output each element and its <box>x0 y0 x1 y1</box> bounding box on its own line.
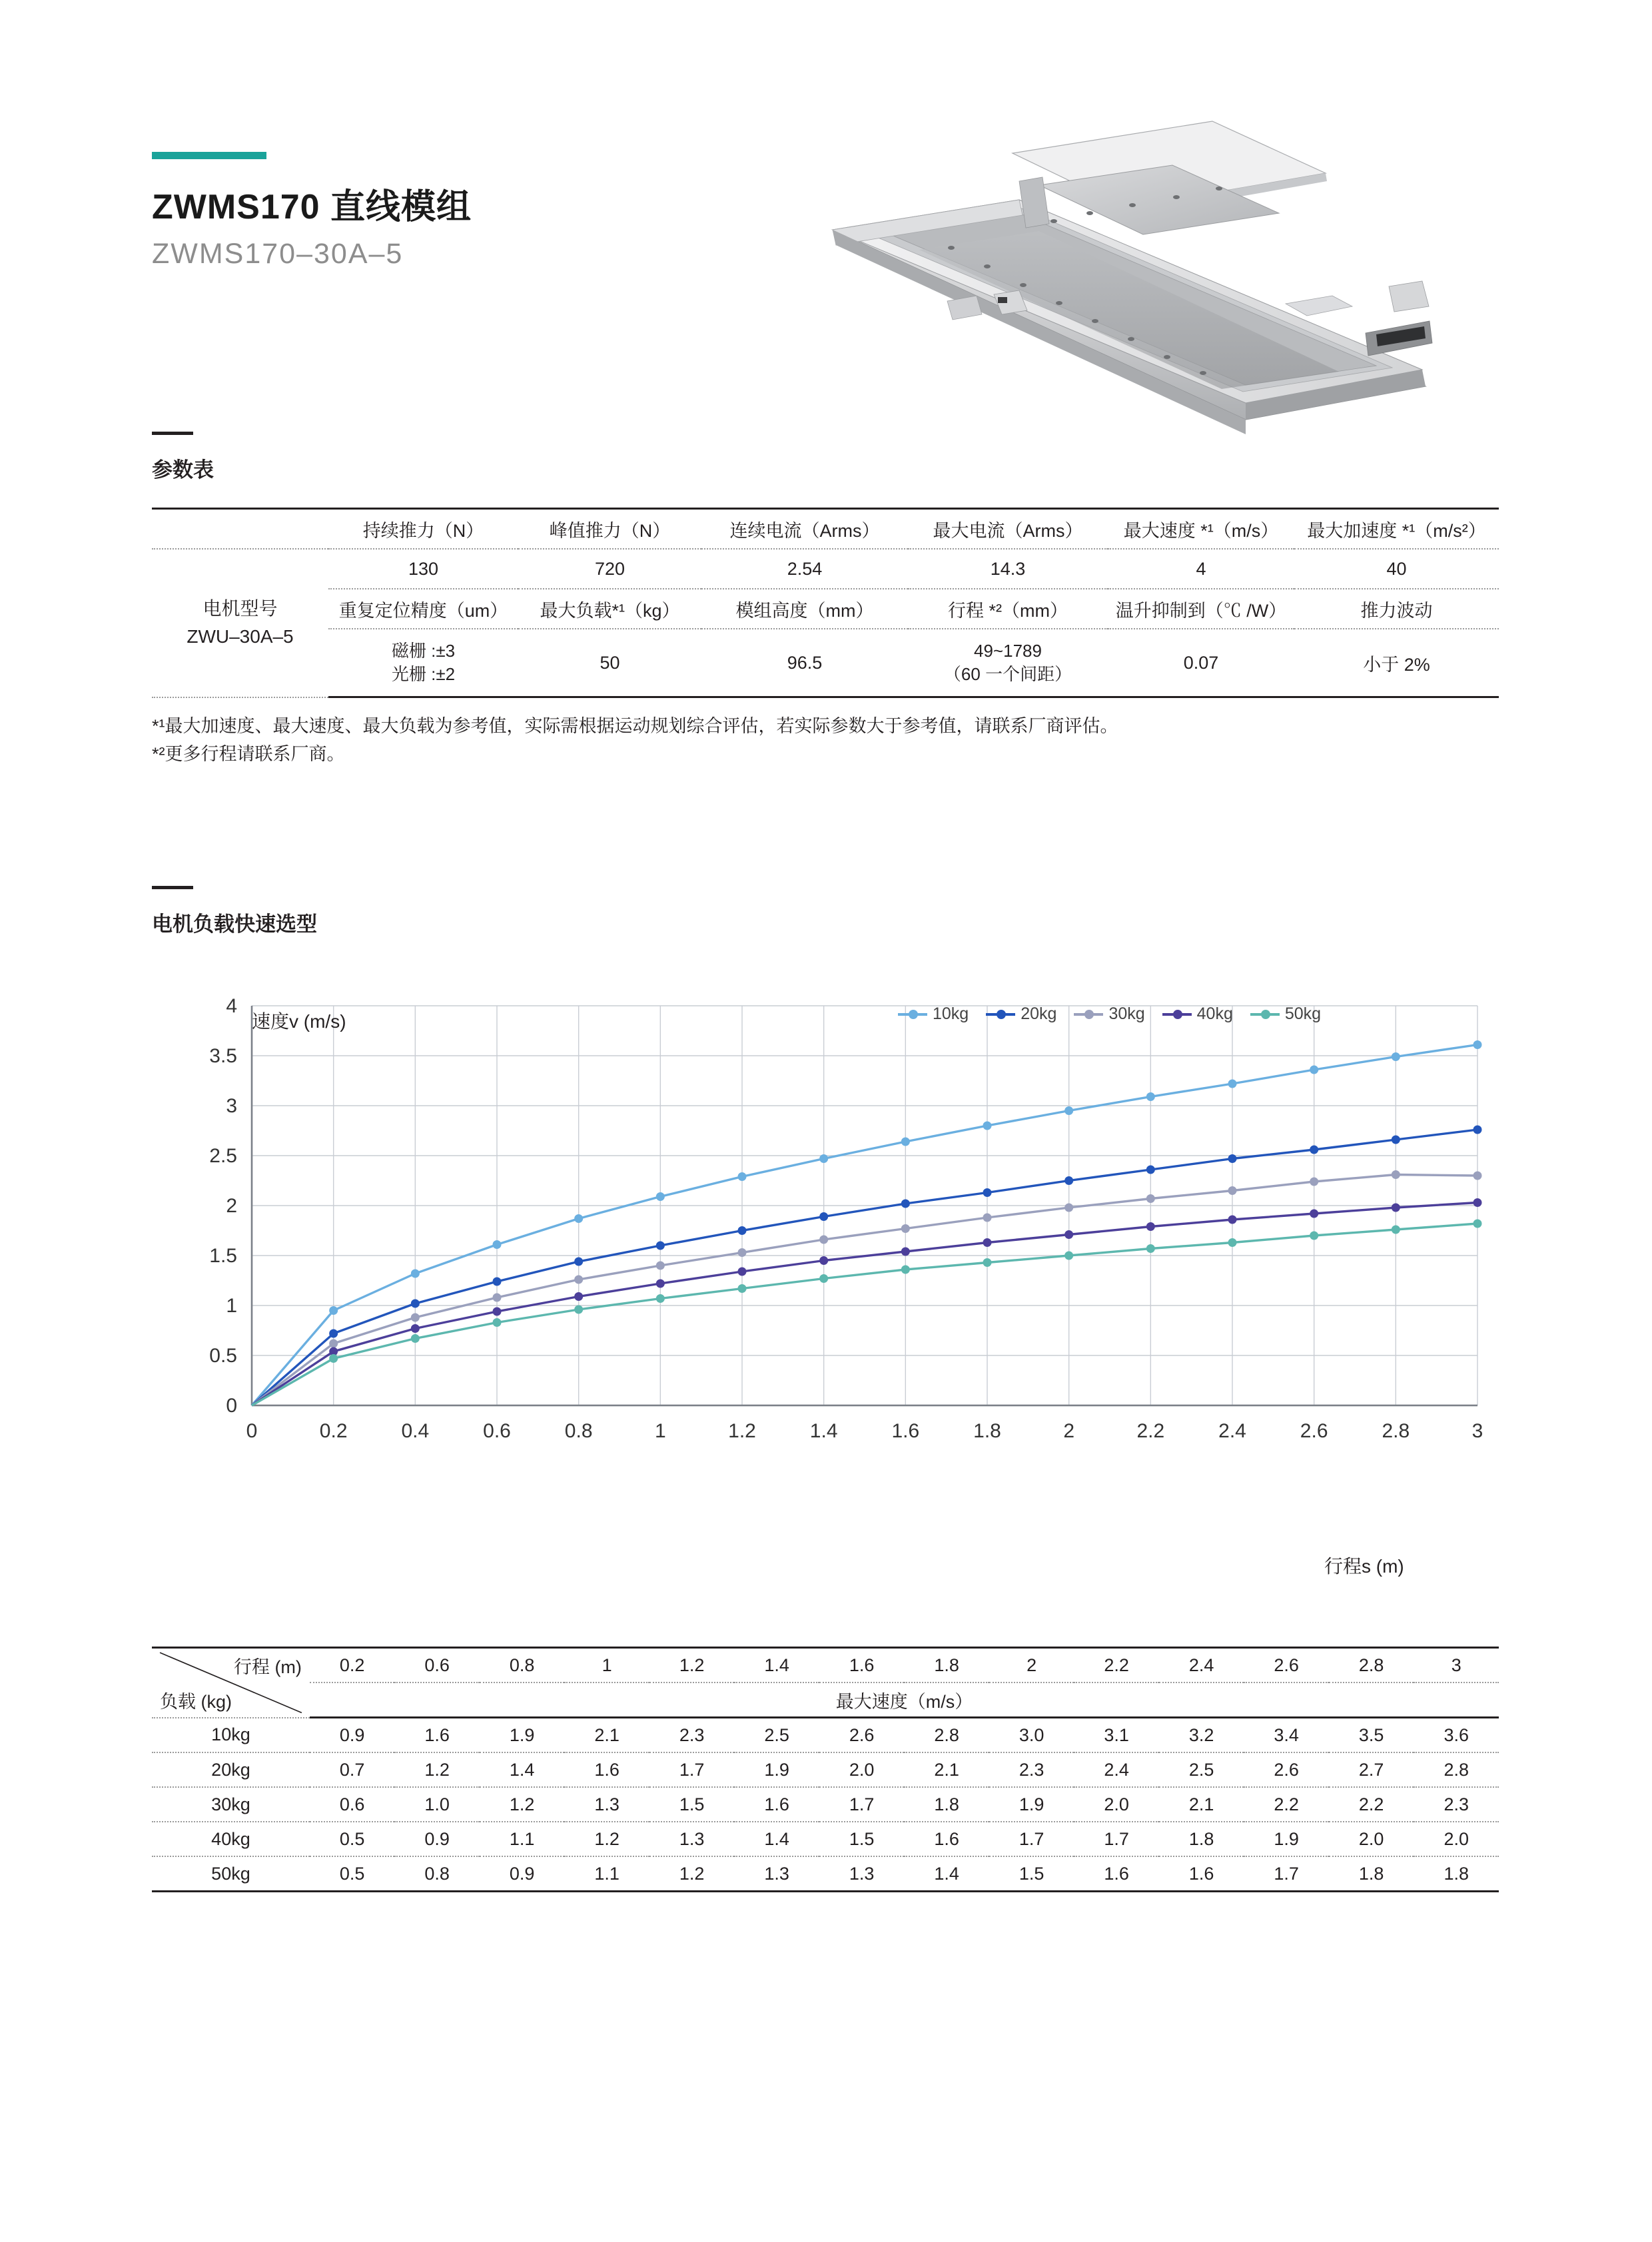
table-row <box>152 1718 1499 1753</box>
chart-point-10kg <box>1310 1066 1318 1074</box>
chart-y-tick-label: 0 <box>226 1395 237 1417</box>
speed-cell: 1.6 <box>1074 1856 1159 1892</box>
chart-point-40kg <box>1392 1204 1400 1212</box>
speed-cell: 3.4 <box>1244 1718 1329 1753</box>
chart-point-20kg <box>819 1212 828 1221</box>
speed-cell: 2.6 <box>819 1718 905 1753</box>
chart-point-30kg <box>1392 1170 1400 1179</box>
table-row <box>152 1787 1499 1822</box>
param-value-cell: 4 <box>1108 549 1294 589</box>
footnote-2: *²更多行程请联系厂商。 <box>152 743 345 764</box>
chart-point-40kg <box>1310 1210 1318 1218</box>
accuracy-optical: 光栅 :±2 <box>391 664 456 684</box>
speed-cell: 0.9 <box>310 1718 395 1753</box>
speed-cell: 1.9 <box>989 1787 1074 1822</box>
table-row <box>152 589 1499 629</box>
speed-cell: 3.0 <box>989 1718 1074 1753</box>
chart-legend <box>898 1004 1321 1024</box>
chart-point-50kg <box>1064 1252 1073 1260</box>
speed-cell: 1.6 <box>904 1822 989 1856</box>
legend-item <box>898 1004 969 1024</box>
speed-row-label: 20kg <box>152 1752 310 1787</box>
chart-point-50kg <box>493 1318 502 1327</box>
speed-cell: 1.5 <box>819 1822 905 1856</box>
speed-lookup-table <box>152 1647 1499 1892</box>
chart-point-40kg <box>1064 1230 1073 1239</box>
speed-cell: 2.0 <box>1329 1822 1414 1856</box>
speed-cell: 1.4 <box>904 1856 989 1892</box>
speed-cell: 1.8 <box>1159 1822 1244 1856</box>
chart-point-50kg <box>1392 1226 1400 1234</box>
chart-point-10kg <box>656 1192 665 1201</box>
chart-point-50kg <box>1310 1232 1318 1240</box>
chart-point-10kg <box>901 1138 910 1146</box>
chart-point-20kg <box>329 1329 338 1338</box>
chart-point-20kg <box>1310 1146 1318 1154</box>
speed-cell: 1.7 <box>1074 1822 1159 1856</box>
speed-row-label: 30kg <box>152 1787 310 1822</box>
speed-col-header: 2 <box>989 1648 1074 1683</box>
speed-cell: 2.1 <box>1159 1787 1244 1822</box>
speed-cell: 0.8 <box>394 1856 480 1892</box>
chart-point-30kg <box>819 1236 828 1244</box>
speed-cell: 1.6 <box>564 1752 649 1787</box>
chart-point-30kg <box>901 1224 910 1233</box>
title-accent-bar <box>152 152 266 159</box>
chart-point-30kg <box>1064 1204 1073 1212</box>
speed-cell: 1.3 <box>564 1787 649 1822</box>
chart-x-axis-label: 行程s (m) <box>1324 1556 1404 1577</box>
chart-x-tick-label: 2.4 <box>1218 1420 1246 1442</box>
speed-cell: 2.1 <box>564 1718 649 1753</box>
chart-point-30kg <box>656 1262 665 1270</box>
speed-cell: 1.2 <box>394 1752 480 1787</box>
param-header-cell: 最大电流（Arms） <box>908 509 1108 550</box>
speed-cell: 1.7 <box>1244 1856 1329 1892</box>
legend-item <box>1074 1004 1144 1024</box>
chart-point-50kg <box>983 1258 992 1267</box>
chart-point-30kg <box>493 1294 502 1302</box>
speed-cell: 1.9 <box>1244 1822 1329 1856</box>
page-title: ZWMS170 直线模组 <box>152 188 472 226</box>
chart-point-20kg <box>901 1200 910 1208</box>
speed-col-header: 1.6 <box>819 1648 905 1683</box>
speed-cell: 1.8 <box>904 1787 989 1822</box>
speed-cell: 2.3 <box>649 1718 735 1753</box>
chart-point-50kg <box>329 1354 338 1363</box>
chart-point-30kg <box>1473 1172 1482 1180</box>
legend-swatch <box>1162 1013 1192 1016</box>
speed-cell: 2.8 <box>1414 1752 1499 1787</box>
chart-point-20kg <box>1392 1136 1400 1144</box>
param-value-cell: 96.5 <box>701 629 908 697</box>
param-value-cell: 720 <box>518 549 701 589</box>
chart-series-line-50kg <box>252 1224 1477 1405</box>
chart-point-20kg <box>574 1258 583 1266</box>
chart-x-tick-label: 1.4 <box>809 1420 838 1442</box>
legend-swatch <box>1250 1013 1280 1016</box>
accuracy-magnetic: 磁栅 :±3 <box>391 640 456 661</box>
chart-point-30kg <box>983 1214 992 1222</box>
param-value-cell: 40 <box>1294 549 1499 589</box>
chart-point-10kg <box>1146 1092 1155 1101</box>
speed-col-header: 1 <box>564 1648 649 1683</box>
chart-y-tick-label: 3.5 <box>209 1045 237 1067</box>
speed-cell: 1.2 <box>649 1856 735 1892</box>
speed-cell: 2.3 <box>1414 1787 1499 1822</box>
chart-point-20kg <box>1228 1154 1237 1163</box>
speed-col-header: 1.2 <box>649 1648 735 1683</box>
speed-col-header: 1.4 <box>734 1648 819 1683</box>
speed-cell: 0.5 <box>310 1822 395 1856</box>
chart-point-30kg <box>1310 1178 1318 1186</box>
chart-point-30kg <box>738 1248 747 1257</box>
legend-label: 40kg <box>1196 1004 1233 1023</box>
load-speed-chart <box>152 966 1499 1579</box>
chart-point-10kg <box>574 1214 583 1223</box>
speed-col-header: 3 <box>1414 1648 1499 1683</box>
param-value-cell: 50 <box>518 629 701 697</box>
param-header-cell: 连续电流（Arms） <box>701 509 908 550</box>
param-value-cell: 2.54 <box>701 549 908 589</box>
legend-swatch <box>898 1013 927 1016</box>
speed-cell: 1.3 <box>734 1856 819 1892</box>
chart-point-40kg <box>574 1292 583 1301</box>
chart-point-40kg <box>983 1238 992 1247</box>
speed-cell: 1.1 <box>564 1856 649 1892</box>
chart-x-tick-label: 2 <box>1063 1420 1075 1442</box>
page-subtitle: ZWMS170–30A–5 <box>152 238 404 270</box>
speed-col-header: 0.2 <box>310 1648 395 1683</box>
chart-point-30kg <box>1146 1194 1155 1203</box>
chart-y-tick-label: 0.5 <box>209 1345 237 1367</box>
speed-col-header: 2.6 <box>1244 1648 1329 1683</box>
chart-series-line-20kg <box>252 1130 1477 1405</box>
legend-swatch <box>986 1013 1015 1016</box>
chart-x-tick-label: 2.8 <box>1382 1420 1410 1442</box>
chart-point-50kg <box>574 1306 583 1314</box>
chart-point-50kg <box>1228 1238 1237 1247</box>
speed-cell: 2.5 <box>1159 1752 1244 1787</box>
speed-cell: 1.7 <box>989 1822 1074 1856</box>
speed-cell: 1.0 <box>394 1787 480 1822</box>
speed-cell: 1.3 <box>819 1856 905 1892</box>
speed-cell: 2.3 <box>989 1752 1074 1787</box>
stroke-pitch: （60 一个间距） <box>943 664 1072 684</box>
speed-cell: 0.9 <box>480 1856 565 1892</box>
chart-x-tick-label: 1.2 <box>728 1420 756 1442</box>
speed-cell: 1.4 <box>734 1822 819 1856</box>
legend-label: 10kg <box>933 1004 969 1023</box>
chart-x-tick-label: 2.6 <box>1300 1420 1328 1442</box>
speed-row-label: 40kg <box>152 1822 310 1856</box>
chart-point-40kg <box>1146 1222 1155 1231</box>
chart-point-40kg <box>901 1248 910 1256</box>
speed-cell: 1.2 <box>564 1822 649 1856</box>
chart-x-tick-label: 1.8 <box>973 1420 1001 1442</box>
speed-cell: 2.2 <box>1329 1787 1414 1822</box>
speed-cell: 2.0 <box>1414 1822 1499 1856</box>
footnotes <box>152 713 1118 769</box>
param-corner-cell <box>152 509 328 550</box>
chart-point-50kg <box>1146 1244 1155 1253</box>
speed-col-header: 2.4 <box>1159 1648 1244 1683</box>
speed-cell: 0.7 <box>310 1752 395 1787</box>
legend-label: 20kg <box>1021 1004 1057 1023</box>
speed-cell: 2.0 <box>819 1752 905 1787</box>
chart-point-20kg <box>983 1188 992 1197</box>
speed-cell: 1.9 <box>734 1752 819 1787</box>
chart-plot <box>152 966 1499 1519</box>
param-header-cell: 持续推力（N） <box>328 509 518 550</box>
speed-cell: 3.6 <box>1414 1718 1499 1753</box>
table-row <box>152 1752 1499 1787</box>
chart-point-10kg <box>411 1270 420 1278</box>
chart-point-40kg <box>819 1256 828 1265</box>
chart-point-30kg <box>329 1339 338 1348</box>
chart-point-50kg <box>411 1334 420 1343</box>
stroke-range: 49~1789 <box>974 640 1042 661</box>
speed-cell: 3.5 <box>1329 1718 1414 1753</box>
speed-col-header: 2.8 <box>1329 1648 1414 1683</box>
speed-cell: 1.3 <box>649 1822 735 1856</box>
chart-point-40kg <box>1473 1198 1482 1207</box>
table-row <box>152 1856 1499 1892</box>
speed-cell: 0.9 <box>394 1822 480 1856</box>
speed-cell: 0.5 <box>310 1856 395 1892</box>
params-section-rule <box>152 432 193 435</box>
chart-y-tick-label: 4 <box>226 995 237 1017</box>
speed-cell: 3.2 <box>1159 1718 1244 1753</box>
chart-point-10kg <box>983 1122 992 1130</box>
accuracy-cell <box>328 629 518 697</box>
chart-point-30kg <box>1228 1186 1237 1195</box>
chart-point-50kg <box>901 1266 910 1274</box>
speed-cell: 2.5 <box>734 1718 819 1753</box>
param-header-cell: 最大加速度 *¹（m/s²） <box>1294 509 1499 550</box>
params-section-title: 参数表 <box>152 458 214 482</box>
chart-point-20kg <box>411 1300 420 1308</box>
param-value-cell: 0.07 <box>1108 629 1294 697</box>
param-value-cell: 130 <box>328 549 518 589</box>
param-header-cell: 模组高度（mm） <box>701 589 908 629</box>
speed-cell: 1.7 <box>819 1787 905 1822</box>
chart-point-20kg <box>1064 1176 1073 1185</box>
chart-point-20kg <box>493 1278 502 1286</box>
chart-point-40kg <box>1228 1216 1237 1224</box>
speed-cell: 1.7 <box>649 1752 735 1787</box>
param-header-cell: 最大负载*¹（kg） <box>518 589 701 629</box>
chart-x-tick-label: 0.8 <box>564 1420 593 1442</box>
param-value-cell: 14.3 <box>908 549 1108 589</box>
param-header-cell: 行程 *²（mm） <box>908 589 1108 629</box>
speed-col-header: 0.8 <box>480 1648 565 1683</box>
chart-y-tick-label: 1 <box>226 1295 237 1317</box>
chart-x-tick-label: 3 <box>1471 1420 1483 1442</box>
chart-point-10kg <box>819 1154 828 1163</box>
chart-point-40kg <box>656 1280 665 1288</box>
chart-series-line-10kg <box>252 1045 1477 1406</box>
speed-cell: 2.0 <box>1074 1787 1159 1822</box>
speed-cell: 1.1 <box>480 1822 565 1856</box>
chart-point-10kg <box>1473 1040 1482 1049</box>
chart-x-tick-label: 0.4 <box>401 1420 430 1442</box>
chart-point-50kg <box>1473 1220 1482 1228</box>
speed-cell: 2.2 <box>1244 1787 1329 1822</box>
speed-row-label: 50kg <box>152 1856 310 1892</box>
speed-cell: 1.6 <box>394 1718 480 1753</box>
chart-point-20kg <box>1473 1126 1482 1134</box>
table-row <box>152 509 1499 550</box>
chart-point-10kg <box>738 1172 747 1181</box>
chart-point-40kg <box>493 1308 502 1316</box>
footnote-1: *¹最大加速度、最大速度、最大负载为参考值，实际需根据运动规划综合评估，若实际参数大于参考值，请联系厂商评估。 <box>152 716 1118 736</box>
chart-point-10kg <box>493 1240 502 1249</box>
speed-cell: 2.8 <box>904 1718 989 1753</box>
param-header-cell: 推力波动 <box>1294 589 1499 629</box>
chart-y-tick-label: 2.5 <box>209 1145 237 1167</box>
table-row <box>152 629 1499 697</box>
corner-load-label: 负载 (kg) <box>160 1691 232 1712</box>
chart-x-tick-label: 1.6 <box>891 1420 920 1442</box>
speed-col-header: 1.8 <box>904 1648 989 1683</box>
speed-cell: 1.5 <box>649 1787 735 1822</box>
chart-x-tick-label: 0 <box>246 1420 258 1442</box>
motor-model-label: 电机型号 <box>203 598 278 619</box>
chart-point-40kg <box>738 1268 747 1276</box>
legend-label: 30kg <box>1108 1004 1145 1023</box>
corner-stroke-label: 行程 (m) <box>233 1657 302 1677</box>
speed-cell: 2.6 <box>1244 1752 1329 1787</box>
chart-point-10kg <box>329 1306 338 1315</box>
chart-point-50kg <box>738 1284 747 1293</box>
chart-x-tick-label: 2.2 <box>1136 1420 1165 1442</box>
chart-point-20kg <box>1146 1166 1155 1174</box>
table-row <box>152 549 1499 589</box>
chart-point-10kg <box>1064 1106 1073 1115</box>
speed-cell: 1.4 <box>480 1752 565 1787</box>
chart-point-10kg <box>1228 1080 1237 1088</box>
param-value-cell: 小于 2% <box>1294 629 1499 697</box>
param-header-cell: 重复定位精度（um） <box>328 589 518 629</box>
table-row <box>152 1648 1499 1683</box>
chart-point-40kg <box>411 1324 420 1333</box>
param-header-cell: 温升抑制到（℃ /W） <box>1108 589 1294 629</box>
param-header-cell: 峰值推力（N） <box>518 509 701 550</box>
speed-cell: 1.8 <box>1329 1856 1414 1892</box>
chart-section-title: 电机负载快速选型 <box>152 913 317 936</box>
speed-col-header: 0.6 <box>394 1648 480 1683</box>
legend-label: 50kg <box>1284 1004 1322 1023</box>
speed-cell: 1.2 <box>480 1787 565 1822</box>
legend-item <box>1250 1004 1321 1024</box>
motor-model-value: ZWU–30A–5 <box>187 626 294 647</box>
speed-cell: 1.5 <box>989 1856 1074 1892</box>
chart-point-20kg <box>738 1226 747 1235</box>
legend-item <box>1162 1004 1233 1024</box>
chart-point-50kg <box>656 1294 665 1303</box>
speed-cell: 2.1 <box>904 1752 989 1787</box>
speed-cell: 0.6 <box>310 1787 395 1822</box>
chart-point-30kg <box>411 1313 420 1322</box>
motor-model-cell <box>152 549 328 697</box>
legend-swatch <box>1074 1013 1103 1016</box>
speed-cell: 2.7 <box>1329 1752 1414 1787</box>
speed-row-label: 10kg <box>152 1718 310 1753</box>
parameter-table <box>152 508 1499 698</box>
speed-cell: 1.6 <box>1159 1856 1244 1892</box>
stroke-cell <box>908 629 1108 697</box>
chart-point-50kg <box>819 1274 828 1283</box>
chart-y-tick-label: 3 <box>226 1095 237 1117</box>
chart-point-20kg <box>656 1242 665 1250</box>
speed-table-corner-cell <box>152 1648 310 1718</box>
chart-section-rule <box>152 886 193 889</box>
speed-cell: 1.9 <box>480 1718 565 1753</box>
product-image <box>819 107 1459 460</box>
chart-x-tick-label: 0.6 <box>483 1420 511 1442</box>
speed-cell: 1.6 <box>734 1787 819 1822</box>
table-row <box>152 1822 1499 1856</box>
chart-y-axis-label: 速度v (m/s) <box>252 1011 346 1032</box>
speed-cell: 3.1 <box>1074 1718 1159 1753</box>
chart-point-30kg <box>574 1276 583 1284</box>
table-row <box>152 1682 1499 1718</box>
legend-item <box>986 1004 1056 1024</box>
param-header-cell: 最大速度 *¹（m/s） <box>1108 509 1294 550</box>
speed-col-header: 2.2 <box>1074 1648 1159 1683</box>
chart-y-tick-label: 1.5 <box>209 1245 237 1267</box>
chart-point-10kg <box>1392 1052 1400 1061</box>
chart-x-tick-label: 0.2 <box>319 1420 348 1442</box>
chart-x-tick-label: 1 <box>654 1420 666 1442</box>
speed-subheader: 最大速度（m/s） <box>310 1682 1499 1718</box>
chart-y-tick-label: 2 <box>226 1195 237 1217</box>
speed-cell: 2.4 <box>1074 1752 1159 1787</box>
speed-cell: 1.8 <box>1414 1856 1499 1892</box>
